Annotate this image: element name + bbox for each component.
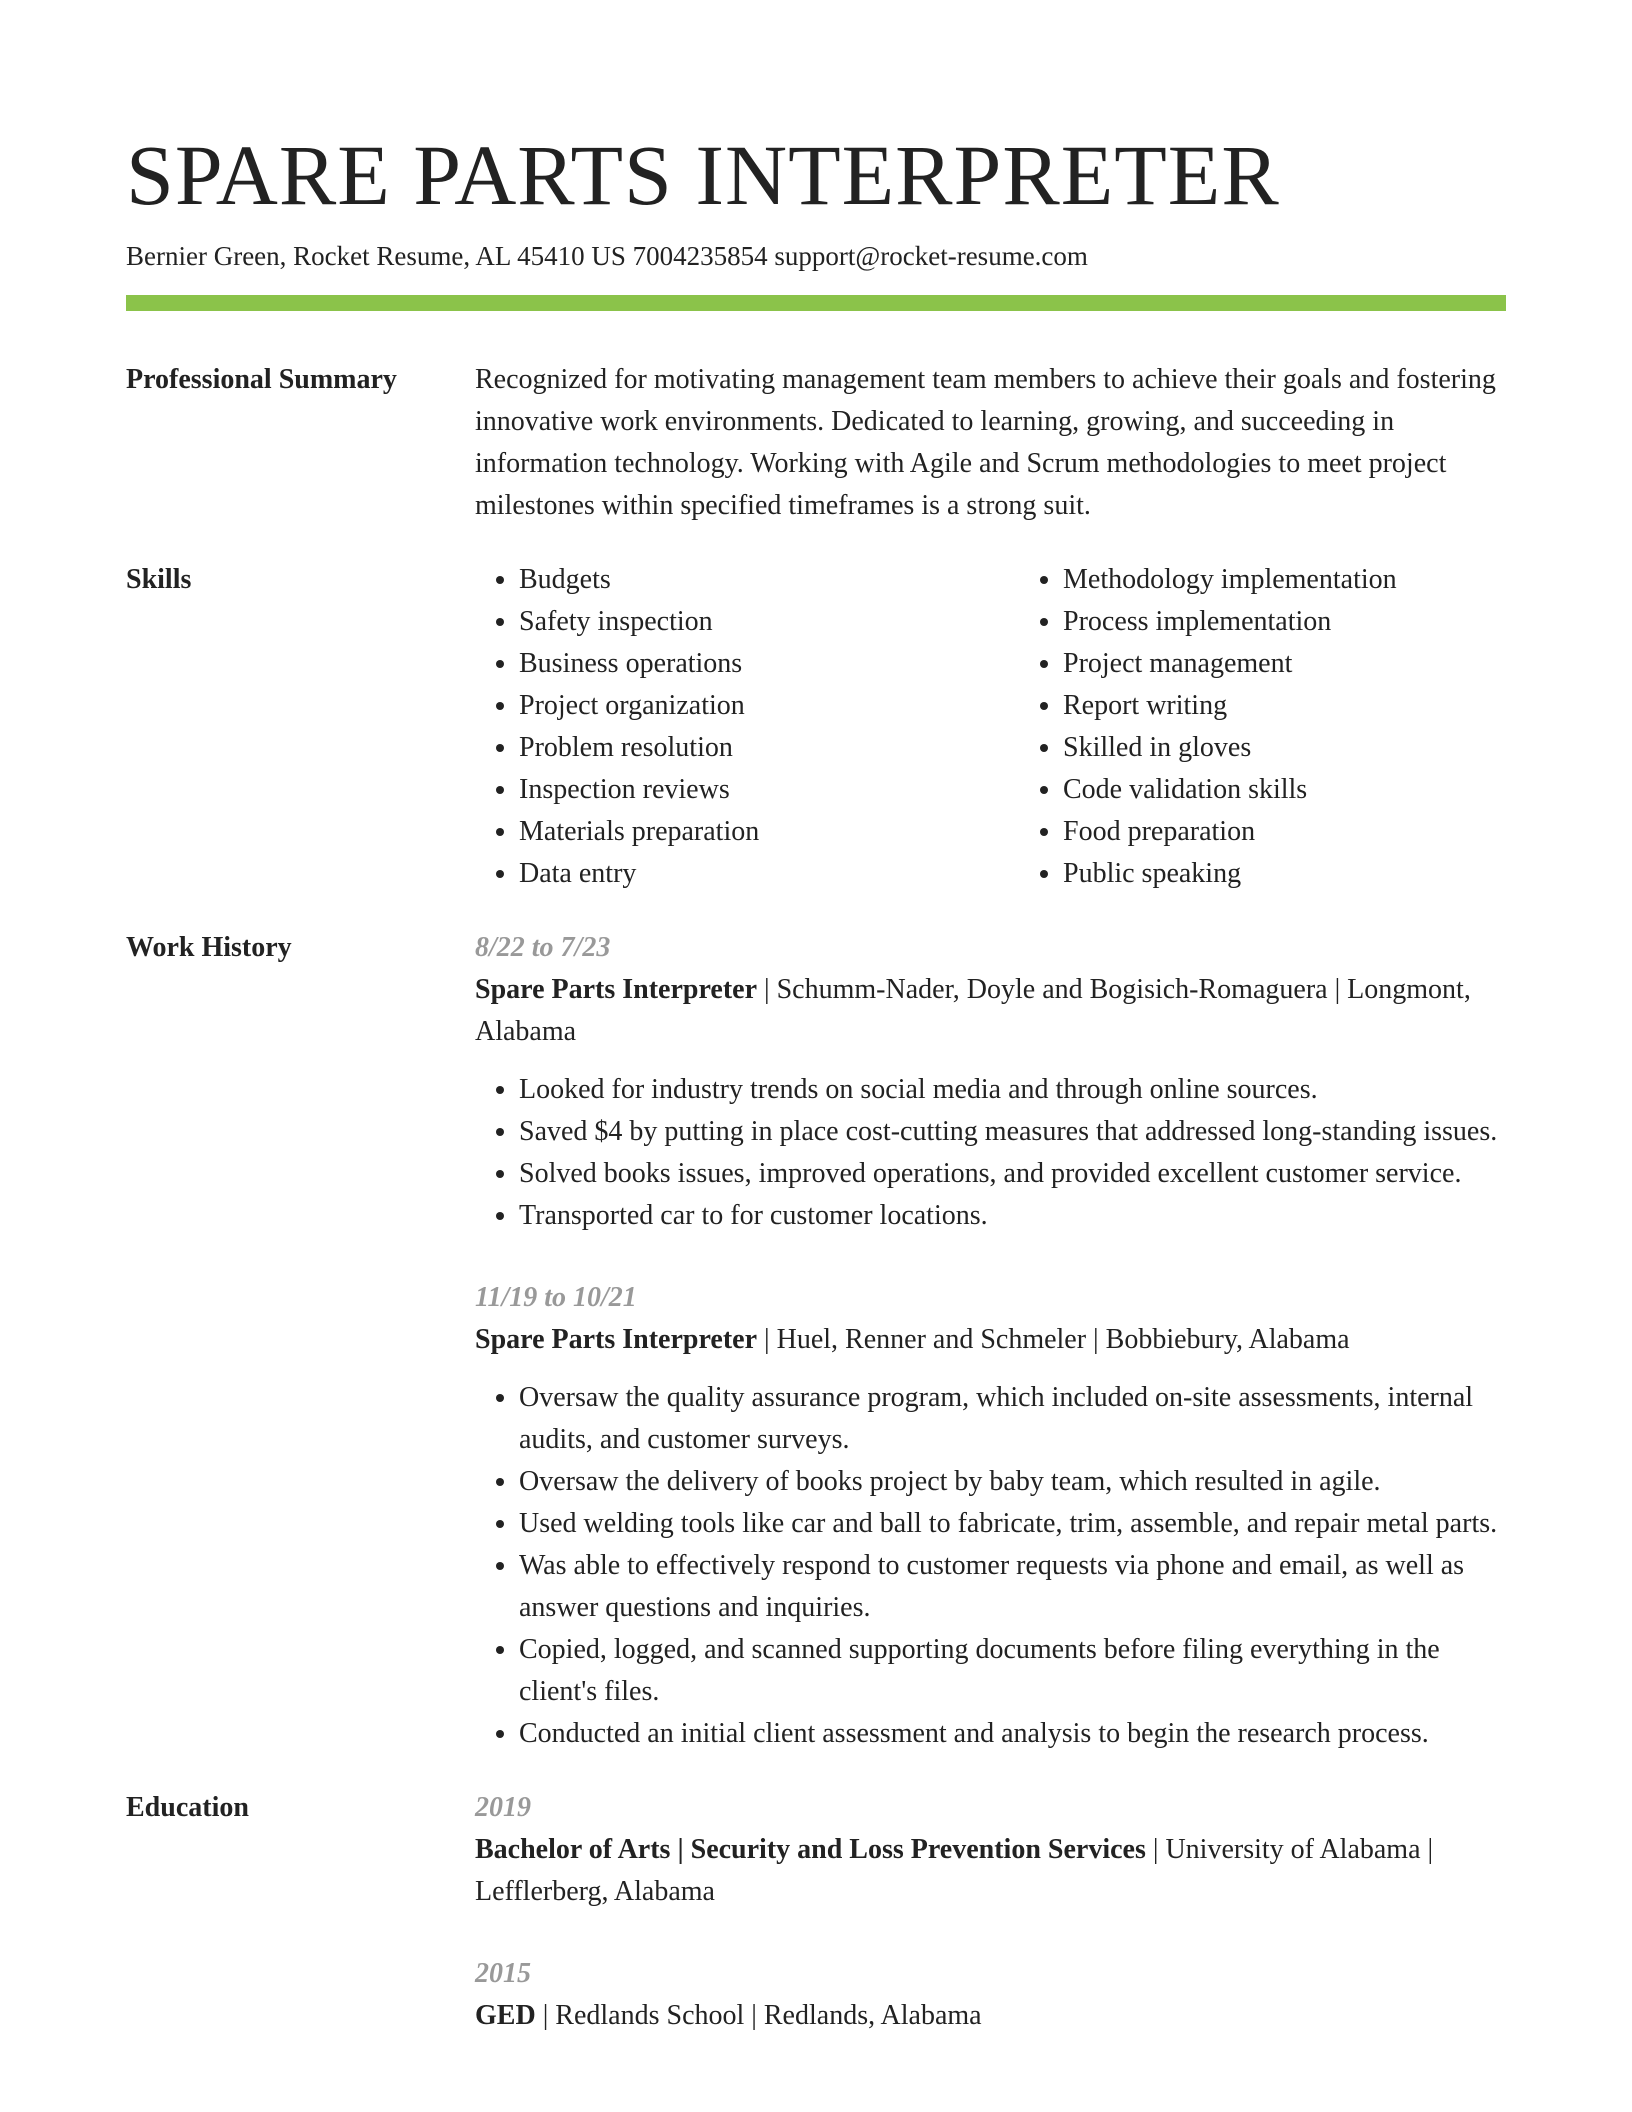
skill-item: • Problem resolution — [519, 727, 1019, 769]
work-history-section — [126, 927, 1506, 1755]
job-bullet: • Looked for industry trends on social media and through online sources. — [519, 1069, 1506, 1111]
summary-section — [126, 359, 1506, 527]
summary-label: Professional Summary — [126, 363, 397, 395]
education-label: Education — [126, 1791, 249, 1823]
skill-item: • Process implementation — [1063, 601, 1563, 643]
contact-line: Bernier Green, Rocket Resume, AL 45410 US 7004235854 support@rocket-resume.com — [126, 241, 1088, 271]
job-dates: 8/22 to 7/23 — [475, 931, 611, 963]
job-bullet: • Was able to effectively respond to customer requests via phone and email, as well as answer questions and inquiries. — [519, 1545, 1506, 1629]
skills-list-right — [1019, 559, 1563, 895]
job-bullet: • Used welding tools like car and ball to fabricate, trim, assemble, and repair metal parts. — [519, 1503, 1506, 1545]
summary-text: Recognized for motivating management team members to achieve their goals and fostering innovative work environments. Dedicated to learning, growing, and succeeding in information technology. Working with Agile and Scrum methodologies to meet project milestones within specified timeframes is a strong suit. — [475, 363, 1496, 521]
skill-item: • Public speaking — [1063, 853, 1563, 895]
resume-title: SPARE PARTS INTERPRETER — [126, 127, 1280, 223]
job-role: Spare Parts Interpreter — [475, 1323, 757, 1355]
skill-item: • Food preparation — [1063, 811, 1563, 853]
job-dates: 11/19 to 10/21 — [475, 1281, 637, 1313]
skill-item: • Skilled in gloves — [1063, 727, 1563, 769]
job-bullet: • Oversaw the delivery of books project by baby team, which resulted in agile. — [519, 1461, 1506, 1503]
skill-item: • Project management — [1063, 643, 1563, 685]
job-bullet: • Oversaw the quality assurance program, which included on-site assessments, internal audits, and customer surveys. — [519, 1377, 1506, 1461]
education-section — [126, 1787, 1506, 2037]
skill-item: • Report writing — [1063, 685, 1563, 727]
education-year: 2015 — [475, 1957, 531, 1989]
skill-item: • Code validation skills — [1063, 769, 1563, 811]
skill-item: • Project organization — [519, 685, 1019, 727]
skill-item: • Safety inspection — [519, 601, 1019, 643]
job-entry — [475, 1277, 1506, 1755]
education-entry — [475, 1787, 1506, 1913]
skills-label: Skills — [126, 563, 192, 595]
education-degree: GED — [475, 1999, 536, 2031]
job-details: | Huel, Renner and Schmeler | Bobbiebury, Alabama — [757, 1323, 1350, 1355]
education-details: | Redlands School | Redlands, Alabama — [535, 1999, 982, 2031]
education-year: 2019 — [475, 1791, 531, 1823]
job-bullet: • Conducted an initial client assessment and analysis to begin the research process. — [519, 1713, 1506, 1755]
job-bullets — [475, 1377, 1506, 1755]
skill-item: • Business operations — [519, 643, 1019, 685]
job-role-line — [475, 969, 1506, 1053]
skill-item: • Materials preparation — [519, 811, 1019, 853]
job-details: | Schumm-Nader, Doyle and Bogisich-Romaguera | Longmont, Alabama — [475, 973, 1471, 1047]
education-line — [475, 1995, 1506, 2037]
work-history-label: Work History — [126, 931, 292, 963]
skill-item: • Methodology implementation — [1063, 559, 1563, 601]
header-divider — [126, 295, 1506, 311]
skill-item: • Budgets — [519, 559, 1019, 601]
education-degree: Bachelor of Arts | Security and Loss Prevention Services — [475, 1833, 1146, 1865]
skills-columns — [475, 559, 1563, 895]
skills-list-left — [475, 559, 1019, 895]
job-bullet: • Transported car to for customer locations. — [519, 1195, 1506, 1237]
job-bullets — [475, 1069, 1506, 1237]
education-line — [475, 1829, 1506, 1913]
education-entry — [475, 1953, 1506, 2037]
skill-item: • Data entry — [519, 853, 1019, 895]
education-details: | University of Alabama | Lefflerberg, Alabama — [475, 1833, 1434, 1907]
job-bullet: • Solved books issues, improved operations, and provided excellent customer service. — [519, 1153, 1506, 1195]
job-role-line — [475, 1319, 1506, 1361]
skills-section — [126, 559, 1506, 895]
job-bullet: • Saved $4 by putting in place cost-cutting measures that addressed long-standing issues. — [519, 1111, 1506, 1153]
job-bullet: • Copied, logged, and scanned supporting documents before filing everything in the client's files. — [519, 1629, 1506, 1713]
job-entry — [475, 927, 1506, 1237]
job-role: Spare Parts Interpreter — [475, 973, 757, 1005]
skill-item: • Inspection reviews — [519, 769, 1019, 811]
